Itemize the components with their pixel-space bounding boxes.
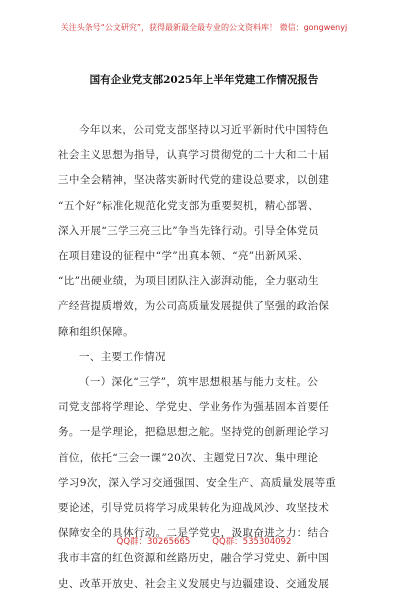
footer-contact [0, 535, 408, 547]
text-line: 我市丰富的红色资源和丝路历史，融合学习党史、新中国 [58, 552, 330, 565]
text-line: （一）深化“三学”，筑牢思想根基与能力支柱。公 [79, 376, 319, 389]
header-banner: 关注头条号“公文研究”，获得最新最全最专业的公文资料库！ 微信：gongwenyj [60, 23, 348, 32]
footer-qq-group-2: QQ群：535304092 [212, 537, 292, 547]
text-line: 三中全会精神，坚决落实新时代党的建设总要求，以创建 [58, 174, 330, 187]
paragraph-intro [58, 118, 358, 345]
text-line: 司党支部将学理论、学党史、学业务作为强基固本首要任 [58, 401, 330, 414]
text-line: 社会主义思想为指导，认真学习贯彻党的二十大和二十届 [58, 149, 330, 162]
text-line: 障和组织保障。 [58, 325, 134, 338]
text-line: 深入开展“三学三亮三比”争当先锋行动。引导全体党员 [58, 224, 319, 237]
text-line: 今年以来，公司党支部坚持以习近平新时代中国特色 [79, 124, 329, 136]
text-line: 史、改革开放史、社会主义发展史与边疆建设、交通发展 [58, 577, 330, 590]
text-line: 要论述，引导党员将学习成果转化为迎战风沙、攻坚技术 [58, 502, 330, 515]
text-line: 在项目建设的征程中“学”出真本领、“亮”出新风采、 [58, 250, 309, 263]
paragraph-study [58, 370, 358, 597]
footer-qq-group-1: QQ群：30265665 [116, 537, 191, 547]
text-line: 保障安全的具体行动。二是学党史，汲取奋进之力：结合 [58, 527, 330, 540]
document-body [58, 118, 358, 597]
text-line: 务。一是学理论，把稳思想之舵。坚持党的创新理论学习 [58, 426, 330, 439]
text-line: 产经营提质增效，为公司高质量发展提供了坚强的政治保 [58, 300, 330, 313]
text-line: 首位，依托“三会一课”20次、主题党日7次、集中理论 [58, 451, 319, 464]
text-line: 学习9次，深入学习交通强国、安全生产、高质量发展等重 [58, 476, 337, 489]
text-line: “五个好”标准化规范化党支部为重要契机，精心部署、 [58, 199, 319, 212]
text-line: “比”出硬业绩，为项目团队注入澎湃动能，全力驱动生 [58, 275, 319, 288]
document-title: 国有企业党支部2025年上半年党建工作情况报告 [89, 74, 319, 86]
section-heading: 一、主要工作情况 [79, 350, 166, 363]
